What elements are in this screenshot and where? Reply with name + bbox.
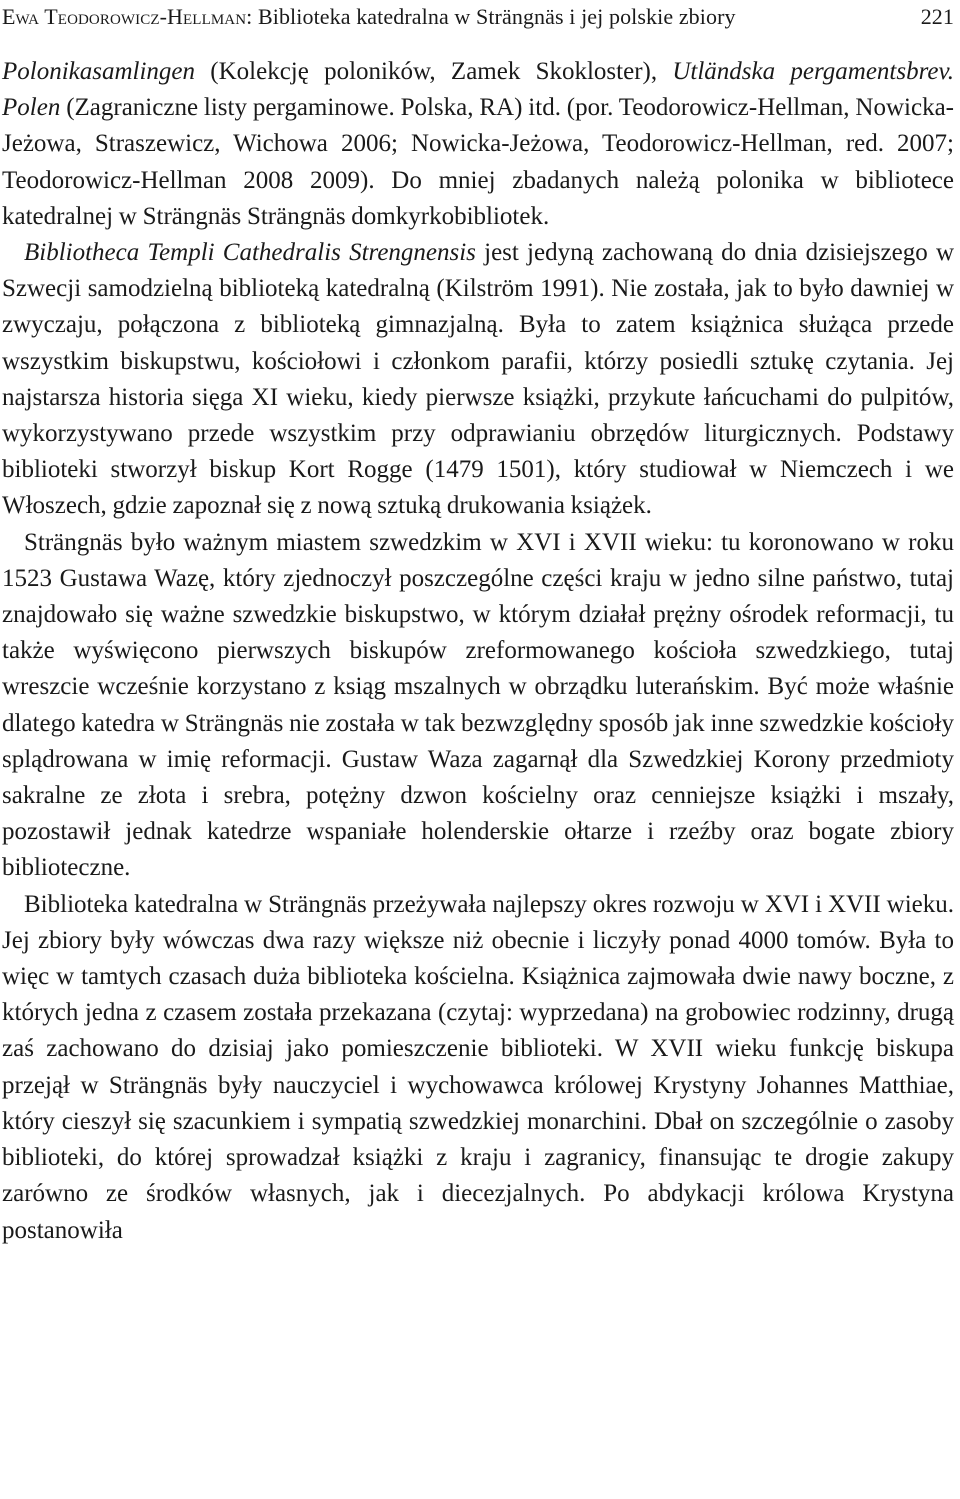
document-page xyxy=(2,0,954,1249)
italic-text: Bibliotheca Templi Cathedralis Strengnensis xyxy=(24,239,476,267)
paragraph-text: jest jedyną zachowaną do dnia dzisiejszego w Szwecji samodzielną biblioteką katedralną (Kilström 1991). Nie została, jak to było dawniej w zwyczaju, połączona z biblioteką gimnazjalną. Była to zatem książnica służąca przede wszystkim biskupstwu, kościołowi i członkom parafii, którzy posiedli sztukę czytania. Jej najstarsza historia sięga XI wieku, kiedy pierwsze książki, przykute łańcuchami do pulpitów, wykorzystywano przede wszystkim przy odprawianiu obrzędów liturgicznych. Podstawy biblioteki stworzył biskup Kort Rogge (1479 1501), który studiował w Niemczech i we Włoszech, gdzie zapoznał się z nową sztuką drukowania książek. xyxy=(2,239,954,520)
running-head-author: Ewa Teodorowicz-Hellman: xyxy=(2,4,253,29)
italic-text: Utländska pergamentsbrev. Polen xyxy=(2,58,954,122)
page-number: 221 xyxy=(920,4,954,29)
paragraph xyxy=(2,235,954,525)
running-head-title: Biblioteka katedralna w Strängnäs i jej polskie zbiory xyxy=(257,4,736,29)
italic-text: Polonikasamlingen xyxy=(2,58,196,85)
running-head xyxy=(2,0,954,34)
paragraph xyxy=(2,887,954,1249)
paragraph-text: Strängnäs było ważnym miastem szwedzkim w XVI i XVII wieku: tu koronowano w roku 1523 Gustawa Wazę, który zjednoczył poszczególne części kraju w jedno silne państwo, tutaj znajdowało się ważne szwedzkie biskupstwo, w którym działał prężny ośrodek reformacji, tu także wyświęcono pierwszych biskupów zreformowanego kościoła szwedzkiego, tutaj wreszcie wcześnie korzystano z ksiąg mszalnych w obrządku luterańskim. Być może właśnie dlatego katedra w Strängnäs nie została w tak bezwzględny sposób jak inne szwedzkie kościoły splądrowana w imię reformacji. Gustaw Waza zagarnął dla Szwedzkiej Korony przedmioty sakralne ze złota i srebra, potężny dzwon kościelny oraz cenniejsze książki i mszały, pozostawił jednak katedrze wspaniałe holenderskie ołtarze i rzeźby oraz bogate zbiory biblioteczne. xyxy=(2,528,954,882)
paragraph-text: Biblioteka katedralna w Strängnäs przeżywała najlepszy okres rozwoju w XVI i XVII wieku. Jej zbiory były wówczas dwa razy większe niż obecnie i liczyły ponad 4000 tomów. Była to więc w tamtych czasach duża biblioteka kościelna. Książnica zajmowała dwie nawy boczne, z których jedna z czasem została przekazana (czytaj: wyprzedana) na grobowiec rodzinny, drugą zaś zachowano do dzisiaj jako pomieszczenie biblioteki. W XVII wieku funkcję biskupa przejął w Strängnäs były nauczyciel i wychowawca królowej Krystyny Johannes Matthiae, który cieszył się szacunkiem i sympatią szwedzkiej monarchini. Dbał on szczególnie o zasoby biblioteki, do której sprowadzał książki z kraju i zagranicy, finansując te drogie zakupy zarówno ze środków własnych, jak i diecezjalnych. Po abdykacji królowa Krystyna postanowiła xyxy=(2,890,954,1244)
paragraph xyxy=(2,525,954,887)
paragraph xyxy=(2,54,954,235)
paragraph-text: (Zagraniczne listy pergaminowe. Polska, RA) itd. (por. Teodorowicz-Hellman, Nowicka-Jeżowa, Straszewicz, Wichowa 2006; Nowicka-Jeżowa, Teodorowicz-Hellman, red. 2007; Teodorowicz-Hellman 2008 2009). Do mniej zbadanych należą polonika w bibliotece katedralnej w Strängnäs Strängnäs domkyrkobibliotek. xyxy=(2,94,954,230)
body-text xyxy=(2,54,954,1249)
paragraph-text: (Kolekcję poloników, Zamek Skokloster), xyxy=(195,58,673,85)
